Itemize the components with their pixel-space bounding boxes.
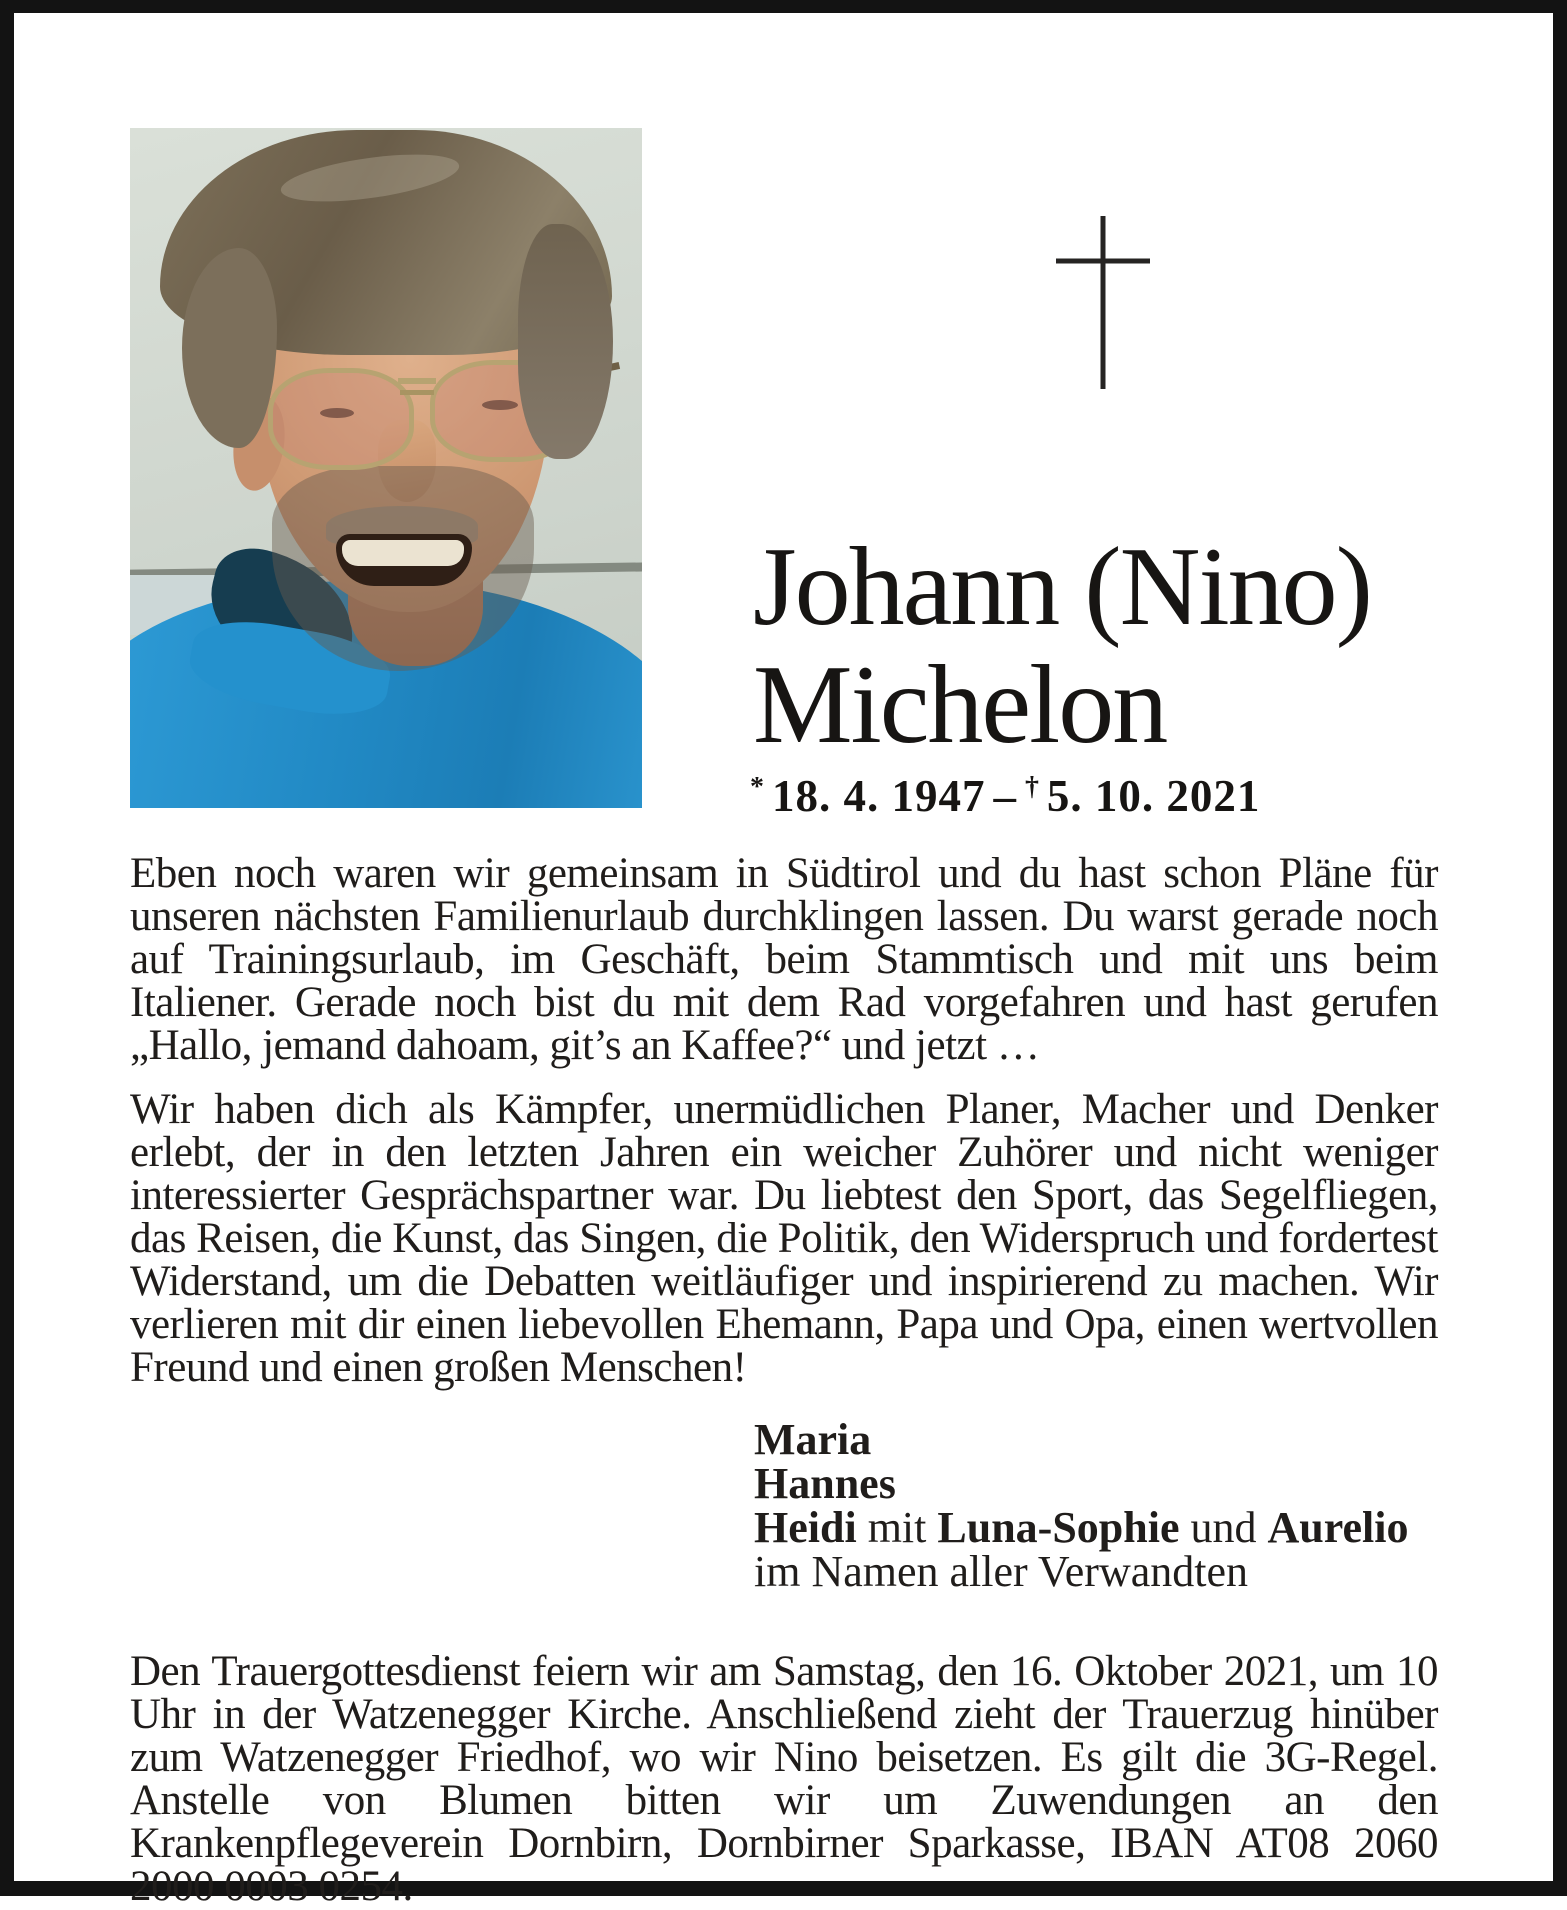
- obituary-paragraph-1: Eben noch waren wir gemeinsam in Südtirol und du hast schon Pläne für unseren nächsten Familienurlaub durchklingen lassen. Du warst gerade noch auf Trainingsurlaub, im Geschäft, beim Stammtisch und mit uns beim Italiener. Gerade noch bist du mit dem Rad vorgefahren und hast gerufen „Hallo, jemand dahoam, git’s an Kaffee?“ und jetzt …: [130, 850, 1438, 1069]
- death-cross-symbol: †: [1024, 771, 1040, 802]
- portrait-photo: [130, 128, 642, 808]
- death-date: 5. 10. 2021: [1046, 771, 1261, 821]
- mourner-name: Hannes: [754, 1459, 896, 1508]
- obituary-paragraph-2: Wir haben dich als Kämpfer, unermüdlichen Planer, Macher und Denker erlebt, der in den letzten Jahren ein weicher Zuhörer und nicht weniger interessierter Gesprächspartner war. Du liebtest den Sport, das Segelfliegen, das Reisen, die Kunst, das Singen, die Politik, den Widerspruch und fordertest Widerstand, um die Debatten weitläufiger und inspirierend zu machen. Wir verlieren mit dir einen liebevollen Ehemann, Papa und Opa, einen wertvollen Freund und einen großen Menschen!: [130, 1086, 1438, 1391]
- photo-glasses-left-lens: [268, 368, 414, 470]
- mourner-line: [754, 1415, 1408, 1464]
- deceased-name: [753, 525, 1371, 767]
- mourners-list: [754, 1415, 1409, 1596]
- cross-icon: [1050, 213, 1156, 393]
- dates-separator: –: [993, 771, 1017, 821]
- mourner-name: Maria: [754, 1415, 872, 1464]
- photo-glasses-bridge-lower: [400, 390, 434, 395]
- life-dates: [750, 770, 1260, 822]
- birth-date: 18. 4. 1947: [771, 771, 986, 821]
- mourner-connector: mit: [856, 1503, 938, 1552]
- mourner-line: [754, 1547, 1408, 1596]
- photo-glasses-bridge: [398, 378, 436, 384]
- mourner-name: Heidi: [754, 1503, 857, 1552]
- birth-star-symbol: *: [750, 771, 765, 802]
- photo-teeth: [342, 540, 464, 566]
- deceased-name-line2: Michelon: [753, 643, 1167, 767]
- mourners-closing: im Namen aller Verwandten: [754, 1547, 1249, 1596]
- mourner-line: [754, 1503, 1409, 1552]
- mourner-name: Luna-Sophie: [937, 1503, 1180, 1552]
- deceased-name-line1: Johann (Nino): [753, 525, 1371, 649]
- mourner-name: Aurelio: [1267, 1503, 1409, 1552]
- mourner-line: [754, 1459, 1408, 1508]
- funeral-notice: Den Trauergottesdienst feiern wir am Samstag, den 16. Oktober 2021, um 10 Uhr in der Watzenegger Kirche. Anschließend zieht der Trauerzug hinüber zum Watzenegger Friedhof, wo wir Nino beisetzen. Es gilt die 3G-Regel. Anstelle von Blumen bitten wir um Zuwendungen an den Krankenpflegeverein Dornbirn, Dornbirner Sparkasse, IBAN AT08 2060 2000 0003 0254.: [130, 1648, 1438, 1910]
- mourner-connector: und: [1179, 1503, 1268, 1552]
